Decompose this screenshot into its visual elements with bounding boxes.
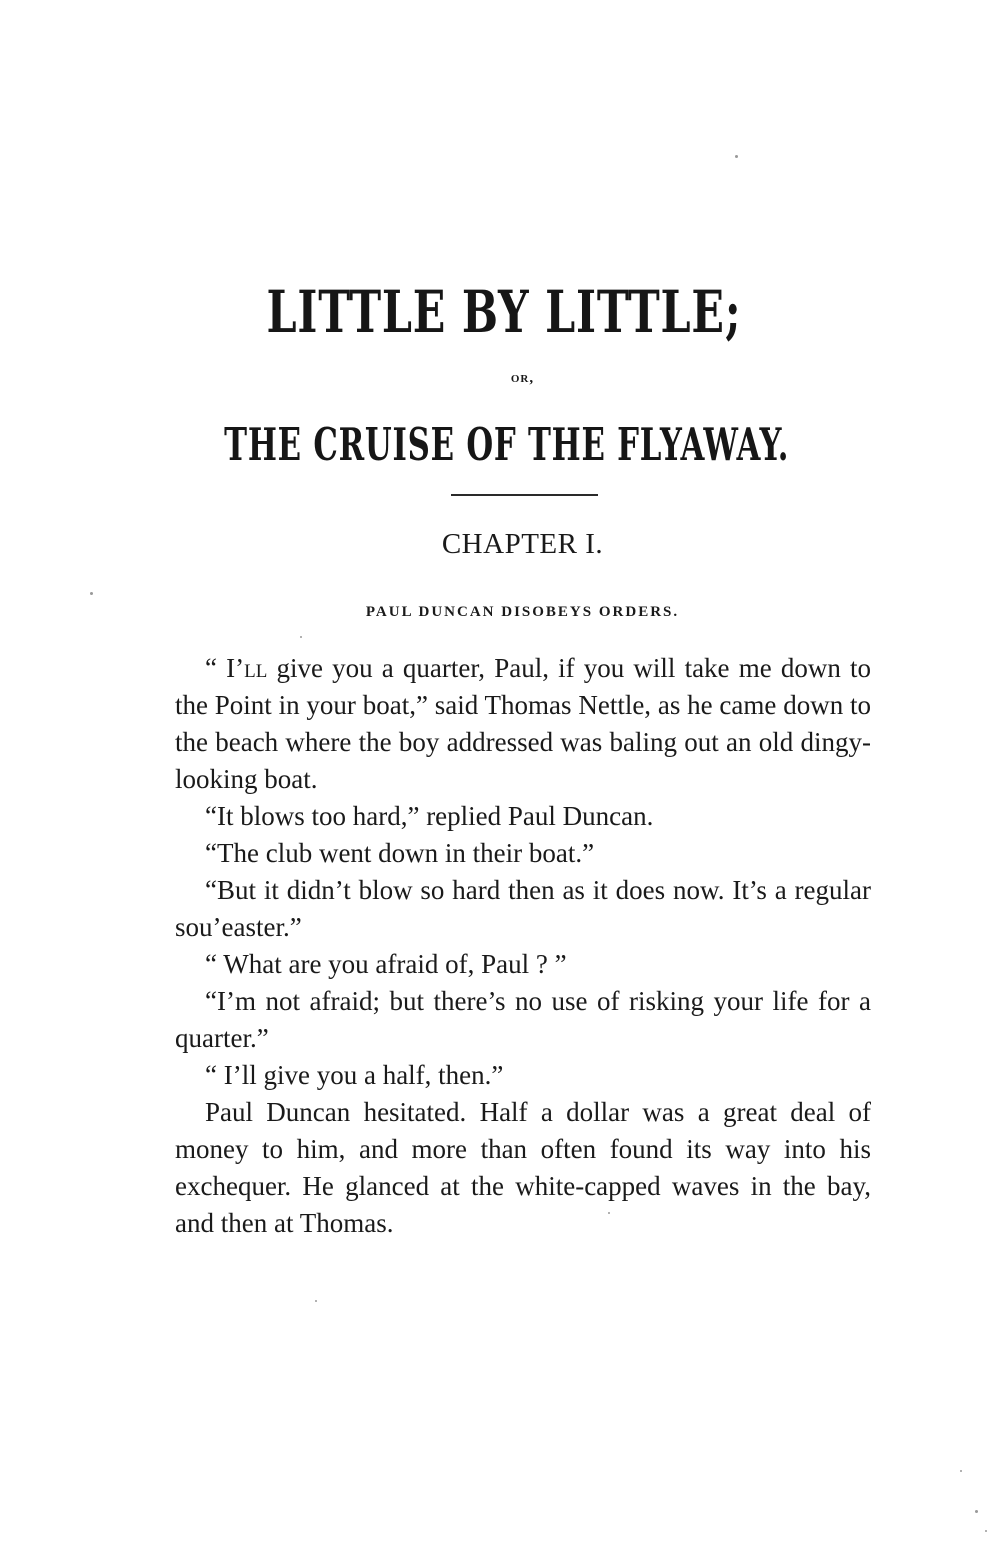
scan-speck [985,1530,987,1532]
title-divider [451,494,598,496]
scan-speck [300,636,302,638]
paragraph: “But it didn’t blow so hard then as it does now. It’s a regular sou’easter.” [175,875,871,942]
title-conjunction: or, [510,370,535,386]
book-title: LITTLE BY LITTLE; [266,278,742,346]
paragraph: “The club went down in their boat.” [205,838,595,868]
body-text [175,650,871,1242]
paragraph: “ What are you afraid of, Paul ? ” [205,949,567,979]
paragraph-smallcaps: ll [244,653,268,683]
paragraph: “ I’ll give you a half, then.” [205,1060,504,1090]
book-subtitle: THE CRUISE OF THE FLYAWAY. [224,418,790,471]
scan-speck [315,1300,317,1302]
scan-speck [90,592,93,595]
paragraph [175,650,871,798]
paragraph-opening: “ I’ [205,653,245,683]
scan-speck [975,1510,978,1513]
scan-speck [735,155,738,158]
paragraph: Paul Duncan hesitated. Half a dollar was a great deal of money to him, and more than often found its way into his exchequer. He glanced at the white-capped waves in the bay, and then at Thomas. [175,1097,871,1238]
scan-speck [960,1470,962,1472]
chapter-heading: CHAPTER I. [441,528,604,560]
paragraph-rest: give you a quarter, Paul, if you will take me down to the Point in your boat,” said Thomas Nettle, as he came down to the beach where the boy addressed was baling out an old dingy-looking boat. [175,653,871,794]
scan-speck [608,1212,610,1214]
paragraph: “It blows too hard,” replied Paul Duncan. [205,801,654,831]
chapter-title: PAUL DUNCAN DISOBEYS ORDERS. [365,604,680,620]
paragraph: “I’m not afraid; but there’s no use of risking your life for a quarter.” [175,986,871,1053]
